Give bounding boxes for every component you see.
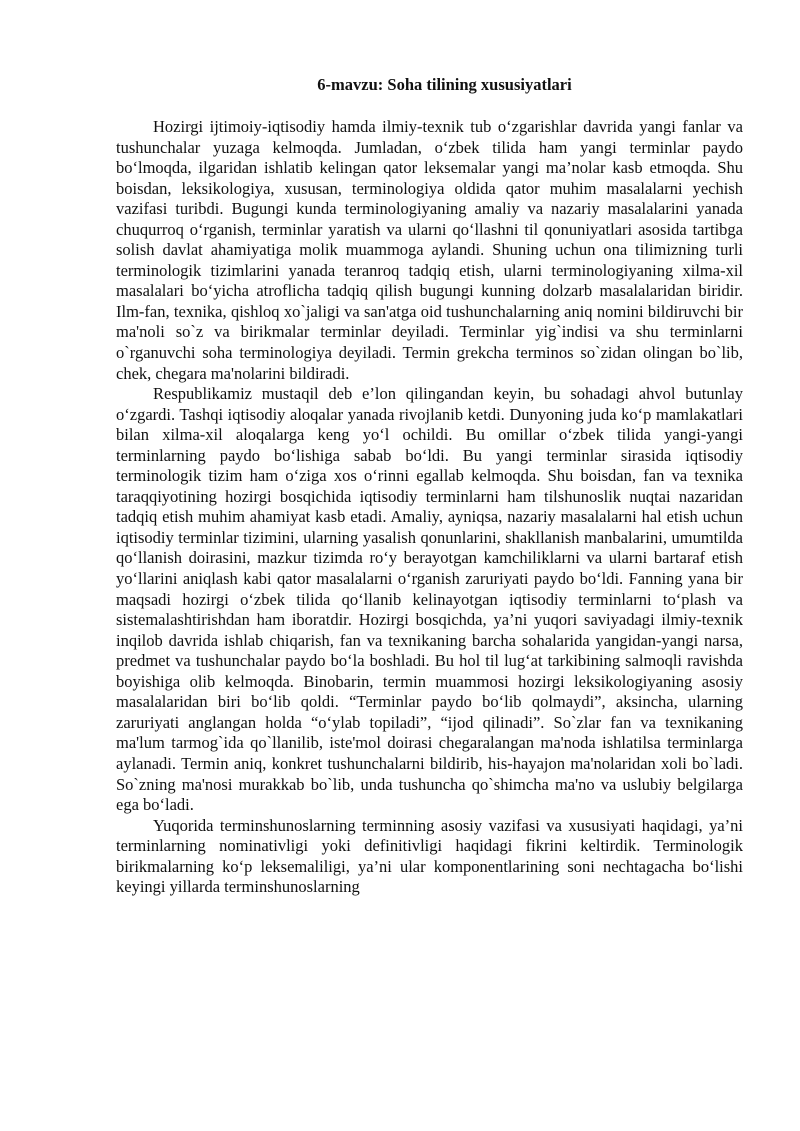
paragraph-1: Hozirgi ijtimoiy-iqtisodiy hamda ilmiy-texnik tub o‘zgarishlar davrida yangi fanlar va tushunchalar yuzaga kelmoqda. Jumladan, o‘zbek tilida ham yangi terminlar paydo bo‘lmoqda, ilgaridan ishlatib kelingan qator leksemalar yangi ma’nolar kasb etmoqda. Shu boisdan, leksikologiya, xususan, terminologiya oldida qator muhim masalalarni yechish vazifasi turibdi. Bugungi kunda terminologiyaning amaliy va nazariy masalalarini yanada chuqurroq o‘rganish, terminlar yaratish va ularni qo‘llashni til qonuniyatlari asosida tartibga solish davlat ahamiyatiga molik muammoga aylandi. Shuning uchun ona tilimizning turli terminologik tizimlarini yanada teranroq tadqiq etish, ularni terminologiyaning xilma-xil masalalari bo‘yicha atroflicha tadqiq qilish bugungi kunning dolzarb masalalaridan biridir. Ilm-fan, texnika, qishloq xo`jaligi va san'atga oid tushunchalarning aniq nomini bildiruvchi bir ma'noli so`z va birikmalar terminlar deyiladi. Terminlar yig`indisi va shu terminlarni o`rganuvchi soha terminologiya deyiladi. Termin grekcha terminos so`zidan olingan bo`lib, chek, chegara ma'nolarini bildiradi. bbox=[116, 117, 743, 383]
paragraph-2: Respublikamiz mustaqil deb e’lon qilingandan keyin, bu sohadagi ahvol butunlay o‘zgardi. Tashqi iqtisodiy aloqalar yanada rivojlanib ketdi. Dunyoning juda ko‘p mamlakatlari bilan xilma-xil aloqalarga keng yo‘l ochildi. Bu omillar o‘zbek tilida yangi-yangi terminlarning paydo bo‘lishiga sabab bo‘ldi. Bu yangi terminlar sirasida iqtisodiy terminologik tizim ham o‘ziga xos o‘rinni egallab kelmoqda. Shu boisdan, fan va texnika taraqqiyotining hozirgi bosqichida iqtisodiy terminlarni ham tilshunoslik nuqtai nazaridan tadqiq etish muhim ahamiyat kasb etadi. Amaliy, ayniqsa, nazariy masalalarni hal etish uchun iqtisodiy terminlar tizimini, ularning yasalish qonunlarini, shakllanish manbalarini, umumtilda qo‘llanish doirasini, mazkur tizimda ro‘y berayotgan kamchiliklarni va ularni bartaraf etish yo‘llarini aniqlash kabi qator masalalarni o‘rganish zaruriyati paydo bo‘ldi. Fanning yana bir maqsadi hozirgi o‘zbek tilida qo‘llanib kelinayotgan iqtisodiy terminlarni to‘plash va sistemalashtirishdan ham iboratdir. Hozirgi bosqichda, ya’ni yuqori saviyadagi ilmiy-texnik inqilob davrida ishlab chiqarish, fan va texnikaning barcha sohalarida yangidan-yangi narsa, predmet va tushunchalar paydo bo‘la boshladi. Bu hol til lug‘at tarkibining salmoqli ravishda boyishiga olib kelmoqda. Binobarin, termin muammosi hozirgi leksikologiyaning asosiy masalalaridan biri bo‘lib qoldi. “Terminlar paydo bo‘lib qolmaydi”, aksincha, ularning zaruriyati anglangan holda “o‘ylab topiladi”, “ijod qilinadi”. So`zlar fan va texnikaning ma'lum tarmog`ida qo`llanilib, iste'mol doirasi chegaralangan ma'noda ishlatilsa terminlarga aylanadi. Termin aniq, konkret tushunchalarni bildirib, his-hayajon ma'nolaridan xoli bo`ladi. So`zning ma'nosi murakkab bo`lib, unda tushuncha qo`shimcha ma'no va uslubiy belgilarga ega bo‘ladi. bbox=[116, 384, 743, 815]
page-title: 6-mavzu: Soha tilining xususiyatlari bbox=[317, 75, 572, 94]
paragraph-3: Yuqorida terminshunoslarning terminning asosiy vazifasi va xususiyati haqidagi, ya’ni terminlarning nominativligi yoki definitivligi haqidagi fikrini keltirdik. Terminologik birikmalarning ko‘p leksemaliligi, ya’ni ular komponentlarining soni nechtagacha bo‘lishi keyingi yillarda terminshunoslarning bbox=[116, 815, 743, 897]
